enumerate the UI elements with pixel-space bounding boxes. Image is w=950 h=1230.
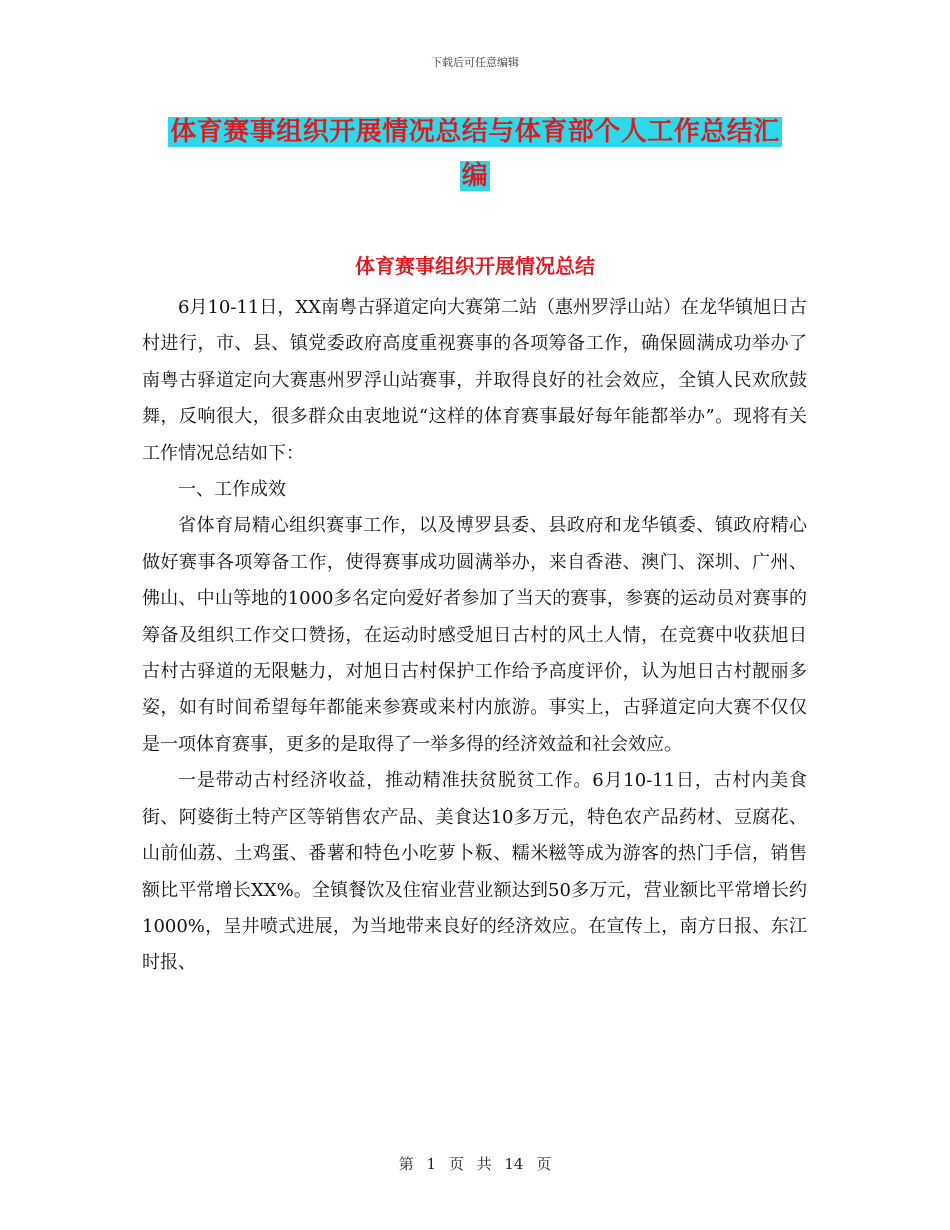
paragraph-intro: 6月10-11日，XX南粤古驿道定向大赛第二站（惠州罗浮山站）在龙华镇旭日古村进行，市、县、镇党委政府高度重视赛事的各项筹备工作，确保圆满成功举办了南粤古驿道定向大赛惠州罗浮山站赛事，并取得良好的社会效应，全镇人民欢欣鼓舞，反响很大，很多群众由衷地说“这样的体育赛事最好每年能都举办”。现将有关工作情况总结如下： <box>142 297 807 464</box>
document-body <box>142 290 807 982</box>
document-title-line-1: 体育赛事组织开展情况总结与体育部个人工作总结汇 <box>170 117 780 147</box>
paragraph-results: 省体育局精心组织赛事工作，以及博罗县委、县政府和龙华镇委、镇政府精心做好赛事各项筹备工作，使得赛事成功圆满举办，来自香港、澳门、深圳、广州、佛山、中山等地的1000多名定向爱好者参加了当天的赛事，参赛的运动员对赛事的筹备及组织工作交口赞扬，在运动时感受旭日古村的风土人情，在竞赛中收获旭日古村古驿道的无限魅力，对旭日古村保护工作给予高度评价，认为旭日古村靓丽多姿，如有时间希望每年都能来参赛或来村内旅游。事实上，古驿道定向大赛不仅仅是一项体育赛事，更多的是取得了一举多得的经济效益和社会效应。 <box>142 515 807 755</box>
paragraph-economic: 一是带动古村经济收益，推动精准扶贫脱贫工作。6月10-11日，古村内美食街、阿婆街土特产区等销售农产品、美食达10多万元，特色农产品药材、豆腐花、山前仙荔、土鸡蛋、番薯和特色小吃萝卜粄、糯米糍等成为游客的热门手信，销售额比平常增长XX%。全镇餐饮及住宿业营业额达到50多万元，营业额比平常增长约1000%，呈井喷式进展，为当地带来良好的经济效应。在宣传上，南方日报、东江时报、 <box>142 770 807 974</box>
paragraph-heading-results: 一、工作成效 <box>178 479 286 501</box>
document-title <box>140 110 810 198</box>
header-note: 下载后可任意编辑 <box>431 56 519 69</box>
page-number: 第 1 页 共 14 页 <box>398 1155 552 1173</box>
section-title: 体育赛事组织开展情况总结 <box>355 254 595 278</box>
document-title-line-2: 编 <box>461 161 489 191</box>
